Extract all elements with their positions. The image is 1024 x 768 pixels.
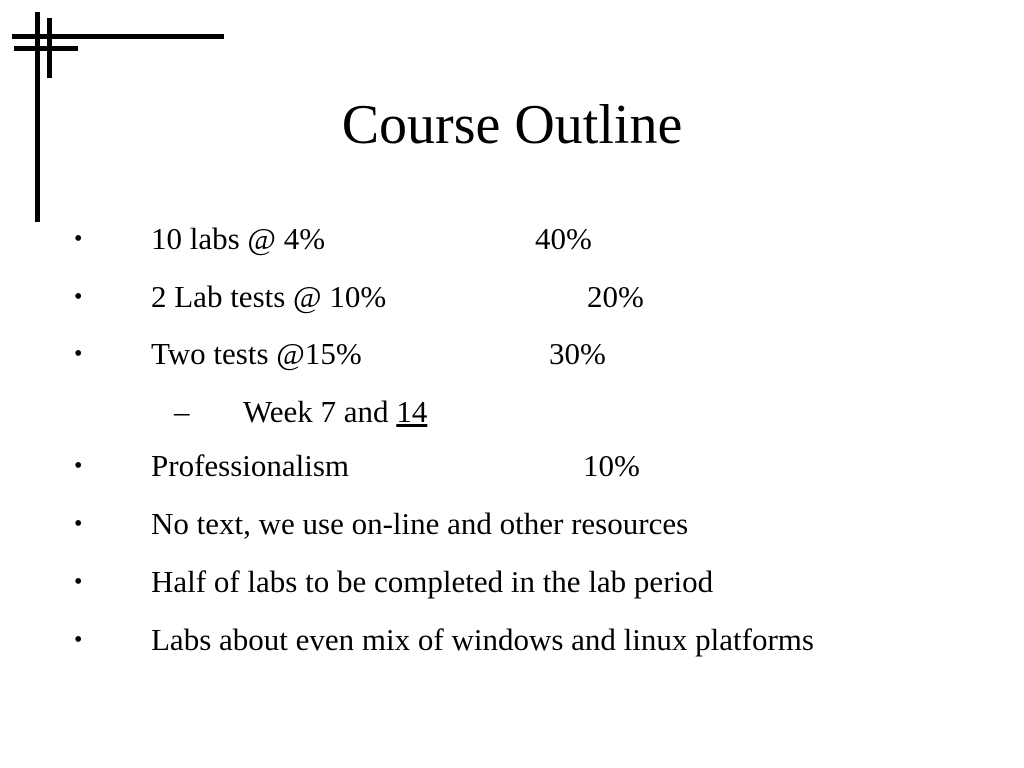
item-percentage: 30% bbox=[549, 336, 606, 371]
bullet: • bbox=[74, 627, 83, 653]
corner-decoration-short-horizontal-line bbox=[14, 46, 78, 51]
bullet: • bbox=[74, 284, 83, 310]
list-item-half-labs bbox=[0, 564, 1024, 604]
dash-bullet: – bbox=[174, 394, 190, 429]
bullet: • bbox=[74, 511, 83, 537]
list-item-no-text bbox=[0, 506, 1024, 546]
list-item-lab-tests bbox=[0, 279, 1024, 319]
item-text: Two tests @15% bbox=[151, 336, 362, 371]
item-text: Professionalism bbox=[151, 448, 350, 483]
item-text: 2 Lab tests @ 10% bbox=[151, 279, 387, 314]
sub-item-label: Week 7 and bbox=[243, 394, 397, 429]
bullet: • bbox=[74, 226, 83, 252]
underlined-week-number: 14 bbox=[396, 394, 428, 429]
list-item-platforms bbox=[0, 622, 1024, 662]
item-percentage: 20% bbox=[587, 279, 644, 314]
list-item-tests bbox=[0, 336, 1024, 376]
item-text: No text, we use on-line and other resources bbox=[151, 506, 689, 541]
item-percentage: 40% bbox=[535, 221, 592, 256]
item-percentage: 10% bbox=[583, 448, 640, 483]
item-text: Labs about even mix of windows and linux platforms bbox=[151, 622, 814, 657]
bullet: • bbox=[74, 453, 83, 479]
list-item-labs bbox=[0, 221, 1024, 261]
corner-decoration-horizontal-line bbox=[12, 34, 224, 39]
slide-title: Course Outline bbox=[341, 94, 683, 156]
item-text: 10 labs @ 4% bbox=[151, 221, 326, 256]
list-item-professionalism bbox=[0, 448, 1024, 488]
sub-list-item-weeks bbox=[0, 394, 1024, 434]
sub-item-text bbox=[243, 394, 427, 430]
bullet: • bbox=[74, 341, 83, 367]
bullet: • bbox=[74, 569, 83, 595]
item-text: Half of labs to be completed in the lab period bbox=[151, 564, 714, 599]
